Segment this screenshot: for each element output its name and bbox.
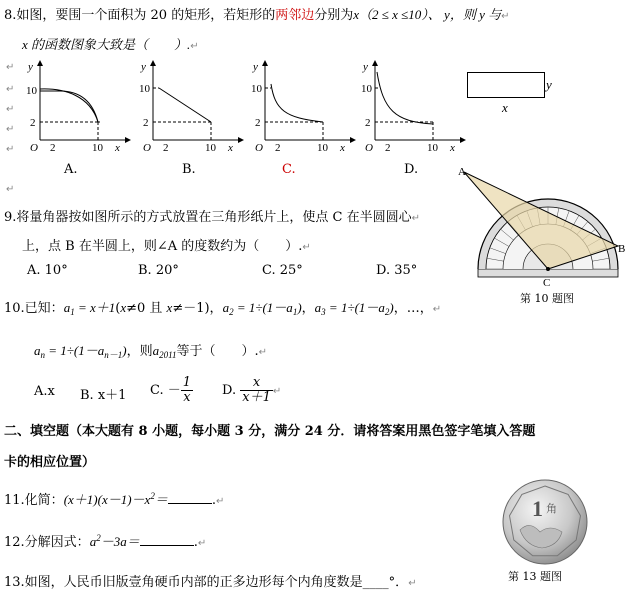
svg-text:10: 10: [317, 142, 328, 153]
q8-graph-d: [355, 58, 470, 153]
svg-text:x: x: [450, 142, 455, 153]
label-c: C: [543, 277, 551, 289]
q8-option-d[interactable]: D.: [404, 162, 419, 177]
paragraph-mark: ↵: [6, 184, 15, 195]
svg-text:y: y: [253, 61, 258, 73]
svg-text:2: 2: [163, 142, 169, 153]
paragraph-mark: ↵: [6, 144, 15, 155]
svg-text:O: O: [365, 142, 373, 153]
q8-option-a[interactable]: A.: [64, 162, 78, 177]
svg-text:O: O: [143, 142, 151, 153]
svg-text:y: y: [28, 61, 33, 73]
svg-text:2: 2: [385, 142, 391, 153]
svg-text:2: 2: [255, 117, 261, 129]
svg-text:2: 2: [275, 142, 281, 153]
q11-line: 11.化简：$(x+1)(x-1)-x^2=$ .↵: [4, 491, 225, 508]
q8-graph-a: [20, 58, 135, 153]
svg-text:x: x: [340, 142, 345, 153]
svg-text:O: O: [255, 142, 263, 153]
answer-blank[interactable]: [168, 503, 212, 504]
answer-blank[interactable]: [140, 545, 194, 546]
svg-text:10: 10: [251, 83, 262, 95]
coin-unit: 角: [546, 503, 557, 515]
paragraph-mark: ↵: [6, 104, 15, 115]
svg-text:x: x: [115, 142, 120, 153]
q9-option-a[interactable]: A. 10°: [27, 263, 68, 278]
svg-text:x: x: [228, 142, 233, 153]
q8-option-b[interactable]: B.: [182, 162, 196, 177]
q8-rect-x-label: x: [502, 100, 508, 115]
q8-option-c[interactable]: C.: [282, 162, 296, 177]
svg-text:2: 2: [143, 117, 149, 129]
q8-rect-y-label: y: [546, 77, 552, 92]
fig10-caption: 第 10 题图: [520, 292, 574, 305]
svg-text:2: 2: [50, 142, 56, 153]
q8-graph-b: [133, 58, 248, 153]
svg-text:y: y: [363, 61, 368, 73]
svg-text:y: y: [141, 61, 146, 73]
label-a: A: [458, 166, 466, 178]
q10-option-b[interactable]: B. x＋1: [80, 388, 127, 403]
q8-line2: x 的函数图象大致是（ ）.↵: [22, 37, 199, 52]
svg-text:2: 2: [30, 117, 36, 129]
q8-graph-c: [245, 58, 360, 153]
q10-line2: $a_n = 1\div(1-a_{n-1})$，则$a_{2011}$等于（ ）.↵: [34, 343, 267, 360]
q9-option-c[interactable]: C. 25°: [262, 263, 303, 278]
protractor-figure: [458, 162, 626, 290]
q13-line: 13.如图，人民币旧版壹角硬币内部的正多边形每个内角度数是____°．↵: [4, 575, 417, 590]
q9-option-b[interactable]: B. 20°: [138, 263, 179, 278]
svg-text:10: 10: [361, 83, 372, 95]
coin-denomination: 1: [532, 496, 543, 521]
svg-text:10: 10: [26, 85, 37, 97]
svg-text:O: O: [30, 142, 38, 153]
fig13-caption: 第 13 题图: [508, 570, 562, 583]
section2-heading-cont: 卡的相应位置）: [4, 455, 96, 470]
svg-text:10: 10: [205, 142, 216, 153]
paragraph-mark: ↵: [6, 124, 15, 135]
q10-option-c[interactable]: C. － $\frac{1}{x}$: [150, 375, 192, 405]
q10-option-d[interactable]: D. $\frac{x}{x+1}$ ↵: [222, 375, 282, 405]
svg-text:10: 10: [139, 83, 150, 95]
q9-line2: 上，点 B 在半圆上，则∠A 的度数约为（ ）.↵: [22, 239, 311, 254]
svg-text:2: 2: [365, 117, 371, 129]
q9-line1: 9.将量角器按如图所示的方式放置在三角形纸片上，使点 C 在半圆圆心↵: [4, 210, 421, 225]
q8-line1: 8.如图，要围一个面积为 20 的矩形，若矩形的两邻边分别为x（2 ≤ x ≤10）、 y，则 y 与↵: [4, 7, 510, 23]
label-b: B: [618, 243, 626, 255]
paragraph-mark: ↵: [6, 84, 15, 95]
svg-text:10: 10: [427, 142, 438, 153]
paragraph-mark: ↵: [6, 62, 15, 73]
q8-red-text: 两邻边: [275, 8, 315, 23]
q12-line: 12.分解因式：$a^2-3a=$ .↵: [4, 533, 207, 550]
svg-text:10: 10: [92, 142, 103, 153]
section2-heading: 二、填空题（本大题有 8 小题，每小题 3 分，满分 24 分．请将答案用黑色签字笔填入答题: [4, 424, 536, 439]
coin-figure: [492, 478, 598, 566]
q10-line1: 10.已知：$a_1 = x+1(x\ne 0$ 且 x≠－1)，$a_2 = 1\div(1-a_1)$，$a_3 = 1\div(1-a_2)$，…，↵: [4, 300, 442, 317]
q9-option-d[interactable]: D. 35°: [376, 263, 418, 278]
q10-option-a[interactable]: A.x: [34, 384, 55, 399]
q8-rectangle: [467, 72, 545, 98]
